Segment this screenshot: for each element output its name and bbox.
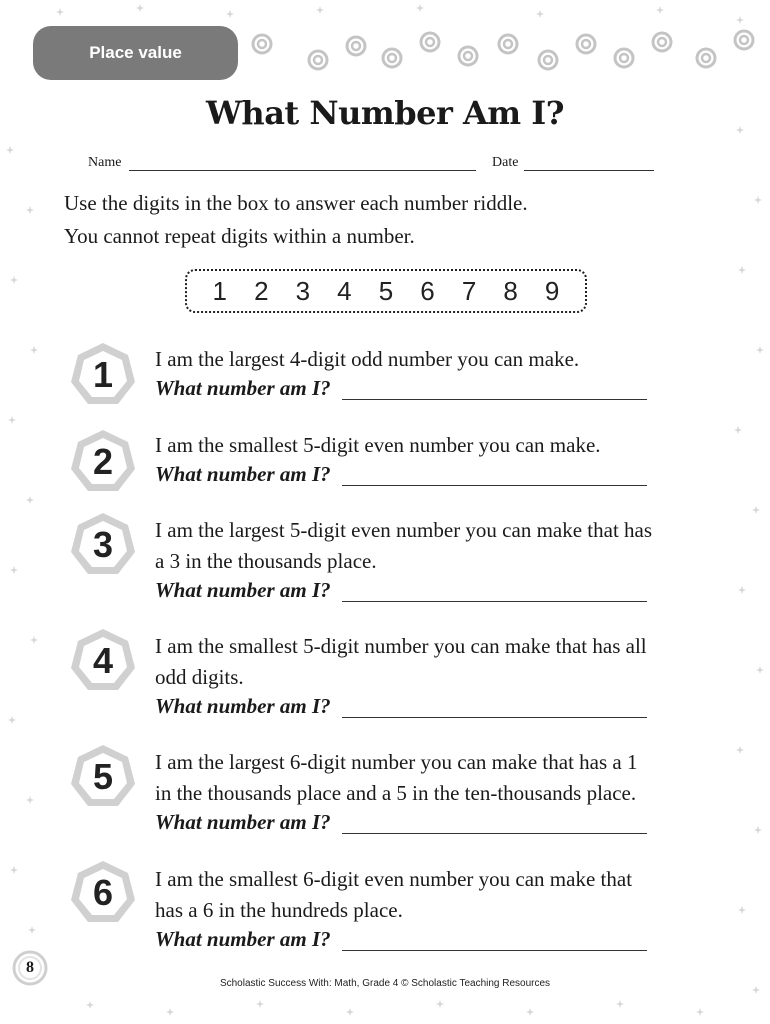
section-tab — [33, 26, 238, 80]
instruction-line-2: You cannot repeat digits within a number. — [64, 224, 415, 248]
riddle-text-line-2: odd digits. — [155, 665, 244, 689]
digit-1: 1 — [212, 275, 227, 306]
digit-box — [185, 269, 587, 313]
page-number: 8 — [26, 959, 34, 976]
riddle-number: 5 — [92, 756, 114, 797]
digit-5: 5 — [378, 275, 394, 306]
riddle-question: What number am I? — [155, 694, 331, 718]
riddle-question: What number am I? — [155, 927, 331, 951]
riddle-number-badge — [68, 626, 138, 696]
riddle-text-line-2: in the thousands place and a 5 in the ten-thousands place. — [155, 781, 637, 805]
answer-line[interactable] — [342, 950, 647, 951]
riddle-number-badge — [68, 340, 138, 410]
date-field[interactable] — [524, 170, 654, 171]
answer-line[interactable] — [342, 601, 647, 602]
digit-9: 9 — [544, 275, 560, 306]
answer-line[interactable] — [342, 833, 647, 834]
riddle-text-line-1: I am the smallest 5-digit number you can make that has all — [155, 634, 647, 658]
riddle-number: 4 — [92, 640, 114, 681]
digit-7: 7 — [461, 275, 477, 306]
riddle-number-badge — [68, 510, 138, 580]
answer-line[interactable] — [342, 399, 647, 400]
riddle-question: What number am I? — [155, 376, 331, 400]
riddle-number-badge — [68, 427, 138, 497]
name-label: Name — [88, 155, 122, 170]
riddle-number-badge — [68, 742, 138, 812]
riddle-number: 6 — [92, 872, 114, 913]
digit-3: 3 — [295, 275, 311, 306]
riddle-question: What number am I? — [155, 578, 331, 602]
riddle-text-line-1: I am the smallest 6-digit even number you can make that — [155, 867, 633, 891]
riddle-text-line-2: has a 6 in the hundreds place. — [155, 898, 403, 922]
riddle-text-line-1: I am the largest 5-digit even number you can make that has — [155, 518, 653, 542]
riddle-number: 2 — [92, 441, 114, 482]
digit-2: 2 — [254, 275, 269, 306]
riddle-number: 1 — [92, 354, 114, 395]
riddle-number-badge — [68, 858, 138, 928]
riddle-text-line-1: I am the smallest 5-digit even number you can make. — [155, 433, 601, 457]
riddle-text-line-1: I am the largest 4-digit odd number you can make. — [155, 347, 580, 371]
date-label: Date — [492, 155, 519, 170]
section-tab-label: Place value — [89, 43, 182, 62]
riddle-number: 3 — [92, 524, 114, 565]
page-title: What Number Am I? — [205, 94, 564, 132]
instruction-line-1: Use the digits in the box to answer each number riddle. — [64, 191, 528, 215]
riddle-text-line-2: a 3 in the thousands place. — [155, 549, 377, 573]
answer-line[interactable] — [342, 717, 647, 718]
riddle-text-line-1: I am the largest 6-digit number you can make that has a 1 — [155, 750, 638, 774]
riddle-question: What number am I? — [155, 810, 331, 834]
digit-6: 6 — [420, 275, 435, 306]
answer-line[interactable] — [342, 485, 647, 486]
name-field[interactable] — [129, 170, 476, 171]
footer-credit: Scholastic Success With: Math, Grade 4 © Scholastic Teaching Resources — [219, 978, 551, 989]
riddle-question: What number am I? — [155, 462, 331, 486]
digit-8: 8 — [503, 275, 518, 306]
digit-4: 4 — [337, 275, 352, 306]
